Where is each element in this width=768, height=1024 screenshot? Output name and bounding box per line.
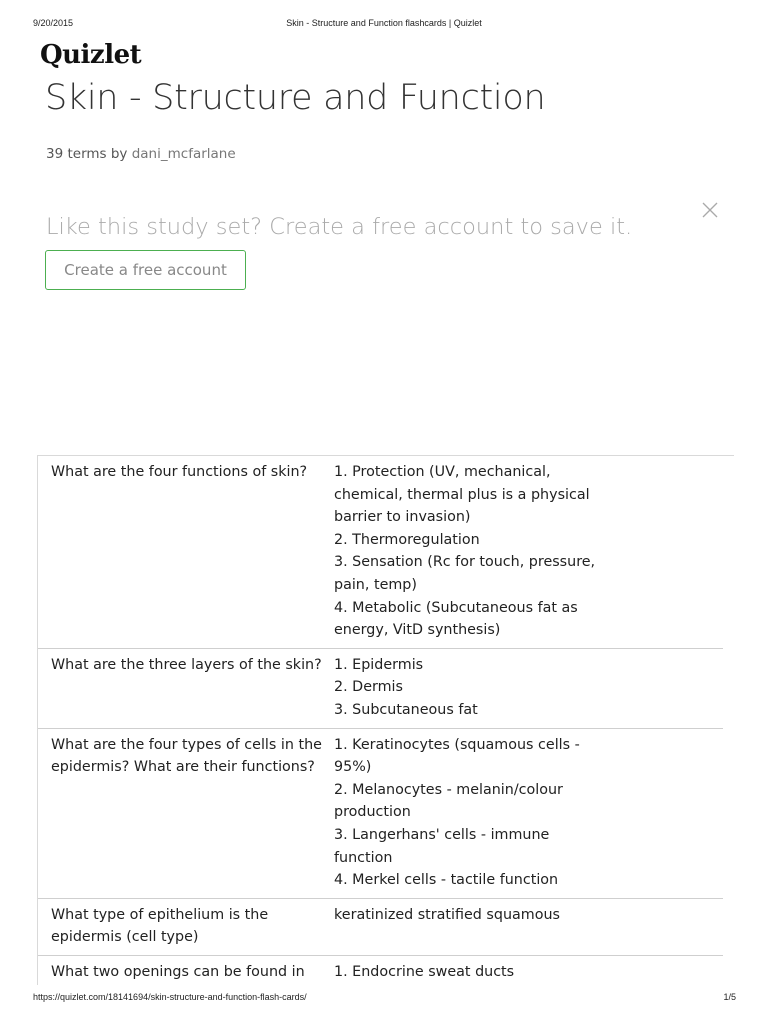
print-url: https://quizlet.com/18141694/skin-structure-and-function-flash-cards/ [33,992,307,1002]
flashcard-term: What are the four types of cells in the epidermis? What are their functions? [51,736,322,776]
flashcard-definition [334,904,604,949]
flashcard-term: What two openings can be found in [51,963,305,980]
definition-line: 1. Endocrine sweat ducts [334,963,515,980]
definition-line: 1. Protection (UV, mechanical, chemical, thermal plus is a physical barrier to invasion) [334,464,590,526]
flashcard-row [38,729,723,899]
set-meta [46,146,236,162]
print-footer [0,992,768,1006]
signup-promo-message: Like this study set? Create a free account to save it. [46,214,633,240]
print-date: 9/20/2015 [33,18,74,28]
quizlet-logo[interactable]: Quizlet [40,40,142,70]
definition-line: 3. Sensation (Rc for touch, pressure, pain, temp) [334,554,596,593]
flashcard-row [38,899,723,956]
print-header [0,18,768,32]
terms-count: 39 terms by [46,146,128,162]
definition-line: 4. Merkel cells - tactile function [334,872,559,889]
definition-line: 1. Keratinocytes (squamous cells - 95%) [334,736,580,776]
flashcard-definition [334,734,604,892]
definition-line: 3. Langerhans' cells - immune function [334,826,550,866]
definition-line [334,983,604,985]
flashcard-definition [334,654,604,722]
definition-line: 2. Dermis [334,679,403,696]
flashcard-row [38,649,723,729]
flashcard-row [38,456,723,649]
create-account-button[interactable]: Create a free account [45,250,246,290]
flashcard-term: What are the three layers of the skin? [51,656,322,673]
flashcard-term: What are the four functions of skin? [51,464,308,480]
print-page-title: Skin - Structure and Function flashcards | Quizlet [286,18,482,28]
flashcard-row [38,956,723,985]
definition-line: 2. Melanocytes - melanin/colour production [334,781,563,821]
print-page-number: 1/5 [723,992,736,1002]
definition-line: keratinized stratified squamous [334,906,560,923]
definition-line: 1. Epidermis [334,656,424,673]
flashcard-list [37,455,734,985]
definition-line: 2. Thermoregulation [334,531,480,548]
close-icon[interactable] [700,200,720,220]
flashcard-definition [334,461,604,642]
flashcard-definition [334,961,604,985]
set-title: Skin - Structure and Function [45,78,546,118]
author-link[interactable]: dani_mcfarlane [131,146,236,162]
definition-line: 3. Subcutaneous fat [334,701,478,718]
definition-line: 4. Metabolic (Subcutaneous fat as energy, VitD synthesis) [334,599,578,639]
flashcard-term: What type of epithelium is the epidermis (cell type) [51,906,269,946]
